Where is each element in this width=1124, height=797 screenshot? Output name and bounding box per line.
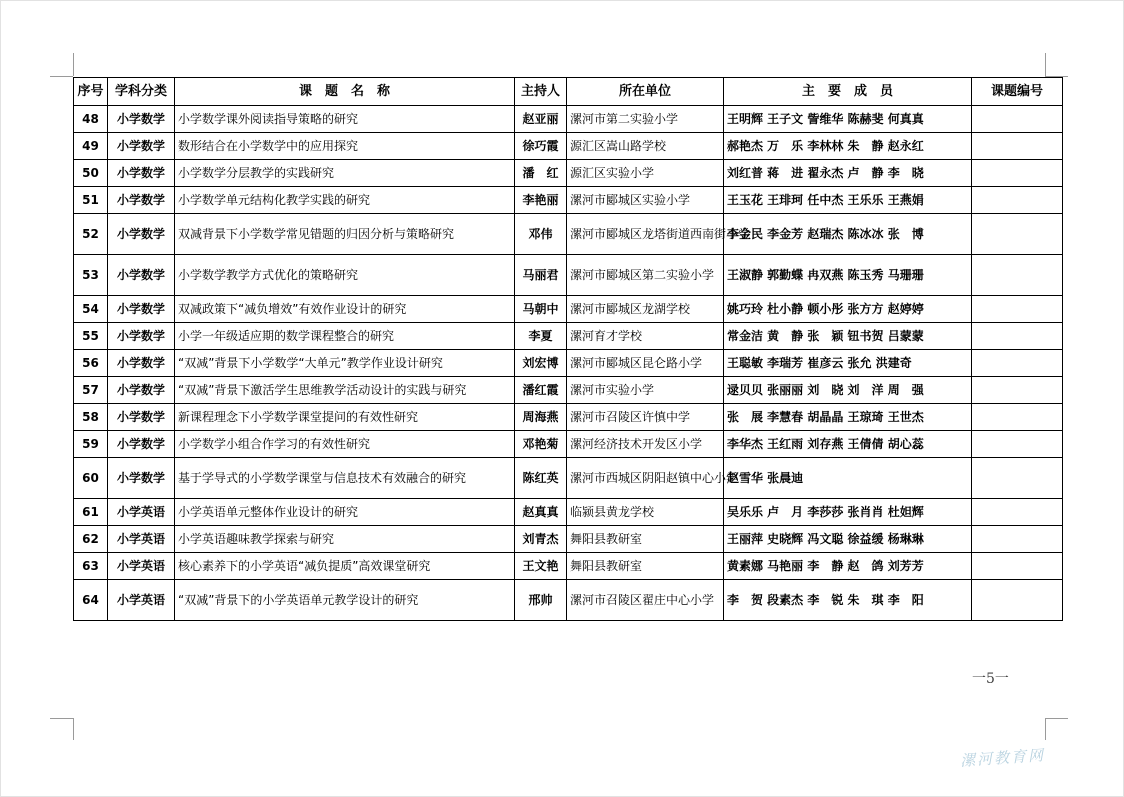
row-code xyxy=(972,106,1063,133)
row-title: 双减背景下小学数学常见错题的归因分析与策略研究 xyxy=(175,214,515,255)
table-row xyxy=(74,458,1063,499)
row-host: 李夏 xyxy=(515,323,567,350)
row-category: 小学数学 xyxy=(108,458,175,499)
row-unit: 临颍县黄龙学校 xyxy=(567,499,724,526)
crop-mark-bottom-right xyxy=(1045,718,1046,740)
row-no: 61 xyxy=(74,499,108,526)
table-row xyxy=(74,499,1063,526)
row-code xyxy=(972,404,1063,431)
row-unit: 漯河市郾城区龙湖学校 xyxy=(567,296,724,323)
header-host: 主持人 xyxy=(515,78,567,106)
row-title: 小学数学课外阅读指导策略的研究 xyxy=(175,106,515,133)
row-code xyxy=(972,187,1063,214)
row-code xyxy=(972,296,1063,323)
table-row xyxy=(74,133,1063,160)
crop-mark-bottom-left xyxy=(73,718,74,740)
row-host: 周海燕 xyxy=(515,404,567,431)
table-row xyxy=(74,160,1063,187)
row-code xyxy=(972,458,1063,499)
row-category: 小学数学 xyxy=(108,323,175,350)
watermark-logo: 漯河教育网 xyxy=(959,746,1046,770)
row-unit: 漯河市召陵区翟庄中心小学 xyxy=(567,580,724,621)
row-code xyxy=(972,133,1063,160)
row-host: 潘红霞 xyxy=(515,377,567,404)
row-unit: 漯河市郾城区实验小学 xyxy=(567,187,724,214)
row-code xyxy=(972,350,1063,377)
header-title: 课 题 名 称 xyxy=(175,78,515,106)
row-code xyxy=(972,499,1063,526)
row-title: 新课程理念下小学数学课堂提问的有效性研究 xyxy=(175,404,515,431)
row-title: 双减政策下“减负增效”有效作业设计的研究 xyxy=(175,296,515,323)
row-title: 核心素养下的小学英语“减负提质”高效课堂研究 xyxy=(175,553,515,580)
row-host: 邓伟 xyxy=(515,214,567,255)
row-category: 小学数学 xyxy=(108,296,175,323)
row-members: 王明辉 王子文 訾维华 陈赫斐 何真真 xyxy=(724,106,972,133)
row-title: 小学英语单元整体作业设计的研究 xyxy=(175,499,515,526)
row-host: 刘宏博 xyxy=(515,350,567,377)
crop-mark-bottom-left-h xyxy=(50,718,73,719)
row-no: 50 xyxy=(74,160,108,187)
row-host: 陈红英 xyxy=(515,458,567,499)
row-members: 王玉花 王琲珂 任中杰 王乐乐 王燕娟 xyxy=(724,187,972,214)
table-row xyxy=(74,377,1063,404)
row-title: 小学数学小组合作学习的有效性研究 xyxy=(175,431,515,458)
row-category: 小学数学 xyxy=(108,106,175,133)
crop-mark-bottom-right-h xyxy=(1045,718,1068,719)
row-code xyxy=(972,526,1063,553)
row-host: 邓艳菊 xyxy=(515,431,567,458)
row-members: 常金洁 黄 静 张 颖 钮书贺 吕蒙蒙 xyxy=(724,323,972,350)
header-code: 课题编号 xyxy=(972,78,1063,106)
row-members: 逯贝贝 张丽丽 刘 晓 刘 洋 周 强 xyxy=(724,377,972,404)
row-code xyxy=(972,580,1063,621)
row-code xyxy=(972,214,1063,255)
row-no: 57 xyxy=(74,377,108,404)
table-row xyxy=(74,404,1063,431)
header-members: 主 要 成 员 xyxy=(724,78,972,106)
row-host: 马朝中 xyxy=(515,296,567,323)
row-code xyxy=(972,431,1063,458)
table-row xyxy=(74,350,1063,377)
row-host: 赵真真 xyxy=(515,499,567,526)
row-unit: 漯河育才学校 xyxy=(567,323,724,350)
row-unit: 漯河市西城区阴阳赵镇中心小学 xyxy=(567,458,724,499)
row-no: 62 xyxy=(74,526,108,553)
header-no: 序号 xyxy=(74,78,108,106)
row-members: 王丽萍 史晓辉 冯文聪 徐益缓 杨琳琳 xyxy=(724,526,972,553)
row-host: 徐巧霞 xyxy=(515,133,567,160)
row-unit: 漯河市郾城区昆仑路小学 xyxy=(567,350,724,377)
row-members: 王淑静 郭勤蝶 冉双燕 陈玉秀 马珊珊 xyxy=(724,255,972,296)
row-code xyxy=(972,553,1063,580)
row-category: 小学数学 xyxy=(108,133,175,160)
row-code xyxy=(972,160,1063,187)
row-host: 王文艳 xyxy=(515,553,567,580)
row-no: 48 xyxy=(74,106,108,133)
table-row xyxy=(74,323,1063,350)
row-category: 小学数学 xyxy=(108,160,175,187)
row-members: 姚巧玲 杜小静 顿小彤 张方方 赵婷婷 xyxy=(724,296,972,323)
row-members: 张 展 李慧春 胡晶晶 王琼琦 王世杰 xyxy=(724,404,972,431)
row-unit: 源汇区实验小学 xyxy=(567,160,724,187)
crop-mark-top-right xyxy=(1045,53,1046,76)
row-title: 小学数学单元结构化教学实践的研究 xyxy=(175,187,515,214)
table-row xyxy=(74,553,1063,580)
row-unit: 漯河市郾城区龙塔街道西南街小学 xyxy=(567,214,724,255)
row-no: 49 xyxy=(74,133,108,160)
row-members: 李华杰 王红雨 刘存燕 王倩倩 胡心蕊 xyxy=(724,431,972,458)
row-category: 小学英语 xyxy=(108,580,175,621)
row-host: 马丽君 xyxy=(515,255,567,296)
row-host: 李艳丽 xyxy=(515,187,567,214)
row-no: 63 xyxy=(74,553,108,580)
table-header-row xyxy=(74,78,1063,106)
header-unit: 所在单位 xyxy=(567,78,724,106)
row-members: 李金民 李金芳 赵瑞杰 陈冰冰 张 博 xyxy=(724,214,972,255)
row-unit: 源汇区嵩山路学校 xyxy=(567,133,724,160)
row-members: 吴乐乐 卢 月 李莎莎 张肖肖 杜妲辉 xyxy=(724,499,972,526)
table-row xyxy=(74,431,1063,458)
row-unit: 漯河市第二实验小学 xyxy=(567,106,724,133)
row-category: 小学数学 xyxy=(108,255,175,296)
row-members: 郝艳杰 万 乐 李林林 朱 静 赵永红 xyxy=(724,133,972,160)
row-no: 60 xyxy=(74,458,108,499)
row-no: 55 xyxy=(74,323,108,350)
row-code xyxy=(972,377,1063,404)
row-title: 小学英语趣味教学探索与研究 xyxy=(175,526,515,553)
row-category: 小学数学 xyxy=(108,214,175,255)
row-no: 52 xyxy=(74,214,108,255)
row-title: 小学一年级适应期的数学课程整合的研究 xyxy=(175,323,515,350)
crop-mark-top-left-h xyxy=(50,76,73,77)
row-title: 小学数学分层教学的实践研究 xyxy=(175,160,515,187)
row-host: 刘青杰 xyxy=(515,526,567,553)
row-title: 基于学导式的小学数学课堂与信息技术有效融合的研究 xyxy=(175,458,515,499)
row-unit: 舞阳县教研室 xyxy=(567,553,724,580)
row-no: 58 xyxy=(74,404,108,431)
row-category: 小学数学 xyxy=(108,187,175,214)
page-number: 一5一 xyxy=(972,671,1009,687)
project-table xyxy=(73,77,1063,621)
row-title: “双减”背景下的小学英语单元教学设计的研究 xyxy=(175,580,515,621)
row-no: 54 xyxy=(74,296,108,323)
row-title: “双减”背景下激活学生思维教学活动设计的实践与研究 xyxy=(175,377,515,404)
row-category: 小学数学 xyxy=(108,350,175,377)
row-code xyxy=(972,323,1063,350)
table-row xyxy=(74,255,1063,296)
table-row xyxy=(74,214,1063,255)
row-members: 刘红普 蒋 进 翟永杰 卢 静 李 晓 xyxy=(724,160,972,187)
row-members: 李 贺 段素杰 李 锐 朱 琪 李 阳 xyxy=(724,580,972,621)
row-category: 小学英语 xyxy=(108,499,175,526)
header-category: 学科分类 xyxy=(108,78,175,106)
row-category: 小学数学 xyxy=(108,431,175,458)
table-row xyxy=(74,187,1063,214)
row-category: 小学英语 xyxy=(108,526,175,553)
crop-mark-top-left xyxy=(73,53,74,76)
row-category: 小学英语 xyxy=(108,553,175,580)
row-category: 小学数学 xyxy=(108,404,175,431)
table-row xyxy=(74,296,1063,323)
row-no: 53 xyxy=(74,255,108,296)
row-unit: 漯河市郾城区第二实验小学 xyxy=(567,255,724,296)
row-members: 赵雪华 张晨迪 xyxy=(724,458,972,499)
table-row xyxy=(74,580,1063,621)
row-unit: 舞阳县教研室 xyxy=(567,526,724,553)
table-row xyxy=(74,526,1063,553)
row-members: 王聪敏 李瑞芳 崔彦云 张允 洪建奇 xyxy=(724,350,972,377)
row-no: 64 xyxy=(74,580,108,621)
row-unit: 漯河市召陵区许慎中学 xyxy=(567,404,724,431)
row-category: 小学数学 xyxy=(108,377,175,404)
table-row xyxy=(74,106,1063,133)
row-no: 59 xyxy=(74,431,108,458)
row-code xyxy=(972,255,1063,296)
row-unit: 漯河经济技术开发区小学 xyxy=(567,431,724,458)
row-no: 56 xyxy=(74,350,108,377)
row-host: 邢帅 xyxy=(515,580,567,621)
row-no: 51 xyxy=(74,187,108,214)
row-title: 小学数学教学方式优化的策略研究 xyxy=(175,255,515,296)
row-unit: 漯河市实验小学 xyxy=(567,377,724,404)
row-members: 黄素娜 马艳丽 李 静 赵 鸽 刘芳芳 xyxy=(724,553,972,580)
row-host: 潘 红 xyxy=(515,160,567,187)
row-title: 数形结合在小学数学中的应用探究 xyxy=(175,133,515,160)
row-host: 赵亚丽 xyxy=(515,106,567,133)
row-title: “双减”背景下小学数学“大单元”教学作业设计研究 xyxy=(175,350,515,377)
